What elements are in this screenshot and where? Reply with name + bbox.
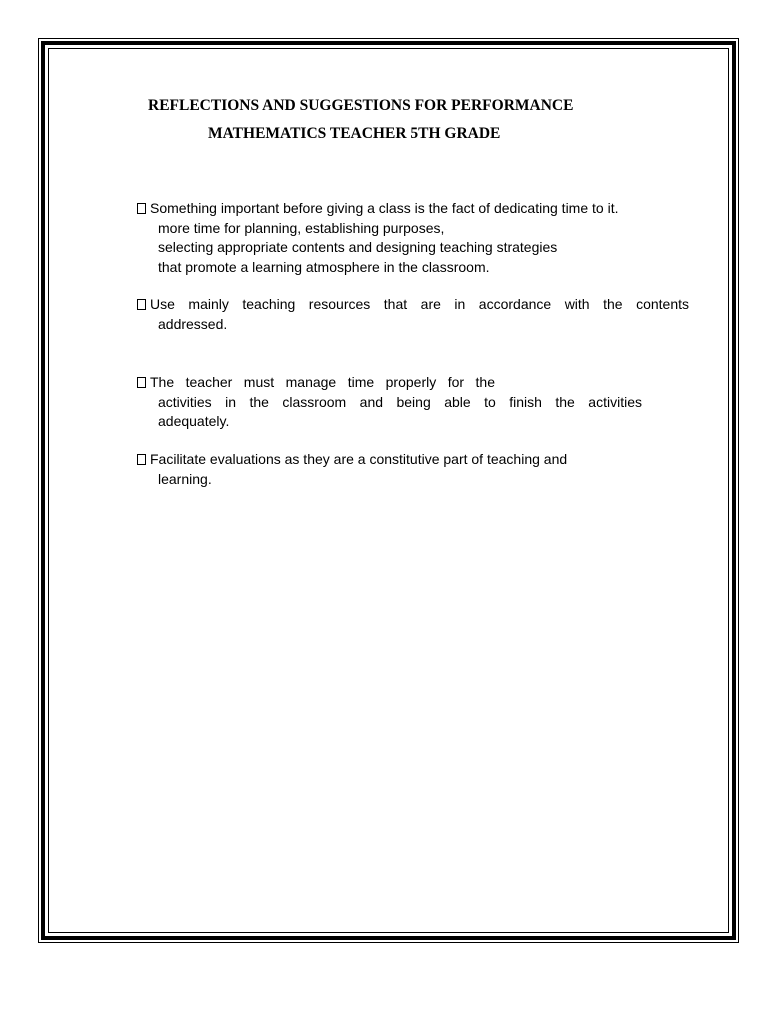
list-item-text: Something important before giving a class is the fact of dedicating time to it. xyxy=(150,200,619,216)
list-item-text: addressed. xyxy=(158,315,228,332)
list-item xyxy=(137,295,689,334)
square-bullet-icon xyxy=(137,299,146,310)
list-item-text: Facilitate evaluations as they are a constitutive part of teaching and xyxy=(150,451,568,467)
square-bullet-icon xyxy=(137,203,146,214)
list-item-text: learning. xyxy=(158,470,212,487)
list-item-text: activities in the classroom and being able to finish the activities xyxy=(158,393,642,410)
document-subtitle: MATHEMATICS TEACHER 5TH GRADE xyxy=(208,125,501,142)
square-bullet-icon xyxy=(137,377,146,388)
list-item-text: more time for planning, establishing purposes, xyxy=(158,219,445,236)
list-item-text: Use mainly teaching resources that are in accordance with the contents xyxy=(150,296,689,312)
list-item-text: selecting appropriate contents and designing teaching strategies xyxy=(158,239,558,255)
square-bullet-icon xyxy=(137,454,146,465)
list-item-text: that promote a learning atmosphere in the classroom. xyxy=(158,258,490,275)
list-item-text: The teacher must manage time properly for the xyxy=(150,374,495,390)
list-item-text: adequately. xyxy=(158,413,230,429)
list-item xyxy=(137,199,657,277)
list-item xyxy=(137,373,689,432)
document-title: REFLECTIONS AND SUGGESTIONS FOR PERFORMANCE xyxy=(148,97,574,114)
list-item xyxy=(137,450,657,489)
page-border-inner xyxy=(48,48,729,933)
